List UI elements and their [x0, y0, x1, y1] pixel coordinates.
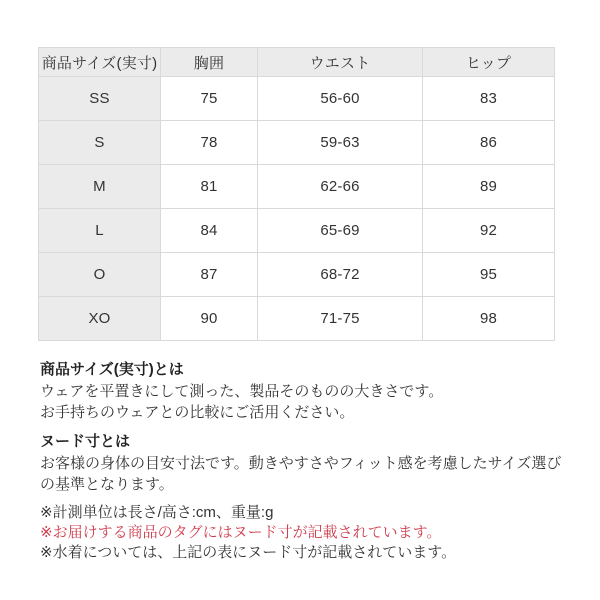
cell-o-hip: 95 — [423, 253, 555, 297]
row-label-s: S — [39, 121, 161, 165]
column-header-chest: 胸囲 — [161, 48, 258, 77]
section-line: お客様の身体の目安寸法です。動きやすさやフィット感を考慮したサイズ選び — [40, 455, 562, 472]
section-line: お手持ちのウェアとの比較にご活用ください。 — [40, 404, 355, 421]
cell-l-chest: 84 — [161, 209, 258, 253]
row-label-o: O — [39, 253, 161, 297]
table-row-xo — [39, 297, 555, 341]
note-tag-nude-size: ※お届けする商品のタグにはヌード寸が記載されています。 — [40, 524, 442, 541]
cell-ss-chest: 75 — [161, 77, 258, 121]
column-header-product-size: 商品サイズ(実寸) — [39, 48, 161, 77]
section-title-nude-size: ヌード寸とは — [40, 433, 131, 450]
section-line: ウェアを平置きにして測った、製品そのものの大きさです。 — [40, 383, 444, 400]
column-header-hip: ヒップ — [423, 48, 555, 77]
cell-xo-waist: 71-75 — [258, 297, 423, 341]
row-label-m: M — [39, 165, 161, 209]
section-line: の基準となります。 — [40, 476, 174, 493]
explanation-block — [40, 359, 572, 563]
row-label-l: L — [39, 209, 161, 253]
notes-block — [40, 503, 572, 563]
cell-l-waist: 65-69 — [258, 209, 423, 253]
section-title-product-size: 商品サイズ(実寸)とは — [40, 361, 184, 378]
cell-l-hip: 92 — [423, 209, 555, 253]
note-swimwear: ※水着については、上記の表にヌード寸が記載されています。 — [40, 544, 457, 561]
table-row-s — [39, 121, 555, 165]
cell-m-waist: 62-66 — [258, 165, 423, 209]
cell-s-chest: 78 — [161, 121, 258, 165]
column-header-waist: ウエスト — [258, 48, 423, 77]
cell-s-hip: 86 — [423, 121, 555, 165]
note-measurement-unit: ※計測単位は長さ/高さ:cm、重量:g — [40, 504, 274, 521]
table-row-ss — [39, 77, 555, 121]
cell-m-chest: 81 — [161, 165, 258, 209]
size-chart-table — [38, 47, 555, 341]
header-row — [39, 48, 555, 77]
cell-m-hip: 89 — [423, 165, 555, 209]
section-product-size — [40, 359, 572, 423]
cell-xo-hip: 98 — [423, 297, 555, 341]
cell-o-chest: 87 — [161, 253, 258, 297]
row-label-xo: XO — [39, 297, 161, 341]
row-label-ss: SS — [39, 77, 161, 121]
table-row-l — [39, 209, 555, 253]
section-nude-size — [40, 431, 572, 495]
cell-s-waist: 59-63 — [258, 121, 423, 165]
table-row-m — [39, 165, 555, 209]
cell-ss-waist: 56-60 — [258, 77, 423, 121]
cell-o-waist: 68-72 — [258, 253, 423, 297]
cell-xo-chest: 90 — [161, 297, 258, 341]
table-row-o — [39, 253, 555, 297]
cell-ss-hip: 83 — [423, 77, 555, 121]
